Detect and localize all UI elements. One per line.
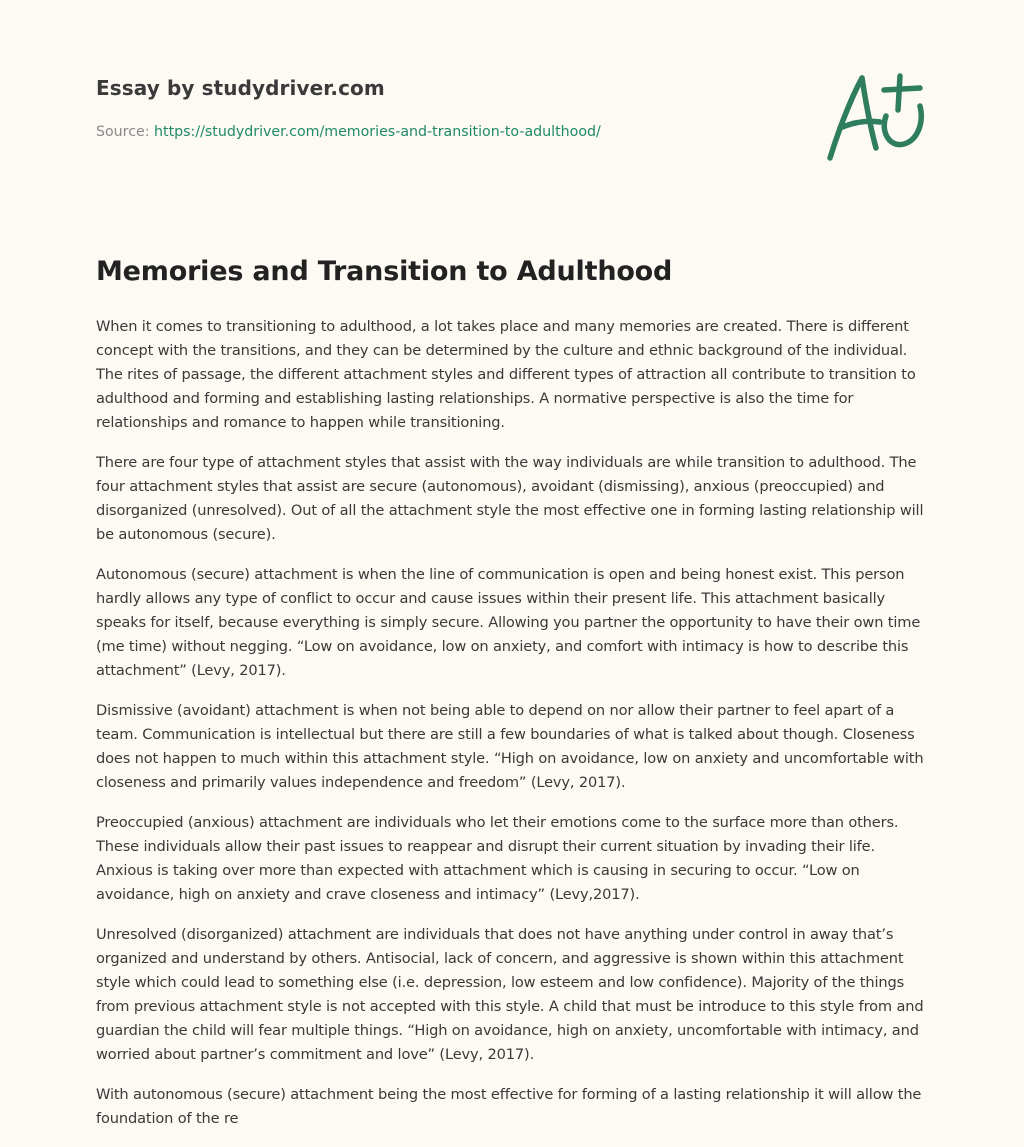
paragraph: Autonomous (secure) attachment is when the line of communication is open and being honest exist. This person hardly allows any type of conflict to occur and cause issues within their present life. This attachment basically speaks for itself, because everything is simply secure. Allowing you partner the opportunity to have their own time (me time) without negging. “Low on avoidance, low on anxiety, and comfort with intimacy is how to describe this attachment” (Levy, 2017).: [96, 566, 921, 679]
source-label: Source:: [96, 124, 150, 140]
document-body: [96, 315, 932, 1147]
paragraph: There are four type of attachment styles that assist with the way individuals are while transition to adulthood. The four attachment styles that assist are secure (autonomous), avoidant (dismissing), anxious (preoccupied) and disorganized (unresolved). Out of all the attachment style the most effective one in forming lasting relationship will be autonomous (secure).: [96, 454, 924, 543]
a-plus-logo-icon: [820, 66, 930, 166]
paragraph: Preoccupied (anxious) attachment are individuals who let their emotions come to the surface more than others. These individuals allow their past issues to reappear and disrupt their current situation by invading their life. Anxious is taking over more than expected with attachment which is causing in securing to occur. “Low on avoidance, high on anxiety and crave closeness and intimacy” (Levy,2017).: [96, 814, 899, 903]
paragraph: When it comes to transitioning to adulthood, a lot takes place and many memories are created. There is different concept with the transitions, and they can be determined by the culture and ethnic background of the individual. The rites of passage, the different attachment styles and different types of attraction all contribute to transition to adulthood and forming and establishing lasting relationships. A normative perspective is also the time for relationships and romance to happen while transitioning.: [96, 318, 916, 431]
paragraph: With autonomous (secure) attachment being the most effective for forming of a lasting relationship it will allow the foundation of the re: [96, 1086, 922, 1127]
source-link[interactable]: https://studydriver.com/memories-and-transition-to-adulthood/: [154, 124, 601, 140]
paragraph: Dismissive (avoidant) attachment is when not being able to depend on nor allow their partner to feel apart of a team. Communication is intellectual but there are still a few boundaries of what is talked about though. Closeness does not happen to much within this attachment style. “High on avoidance, low on anxiety and uncomfortable with closeness and primarily values independence and freedom” (Levy, 2017).: [96, 702, 924, 791]
paragraph: Unresolved (disorganized) attachment are individuals that does not have anything under control in away that’s organized and understand by others. Antisocial, lack of concern, and aggressive is shown within this attachment style which could lead to something else (i.e. depression, low esteem and low confidence). Majority of the things from previous attachment style is not accepted with this style. A child that must be introduce to this style from and guardian the child will fear multiple things. “High on avoidance, high on anxiety, uncomfortable with intimacy, and worried about partner’s commitment and love” (Levy, 2017).: [96, 926, 924, 1063]
page-header: [96, 76, 796, 140]
document-title: Memories and Transition to Adulthood: [96, 256, 673, 287]
site-title: Essay by studydriver.com: [96, 76, 385, 100]
source-line: [96, 124, 796, 140]
